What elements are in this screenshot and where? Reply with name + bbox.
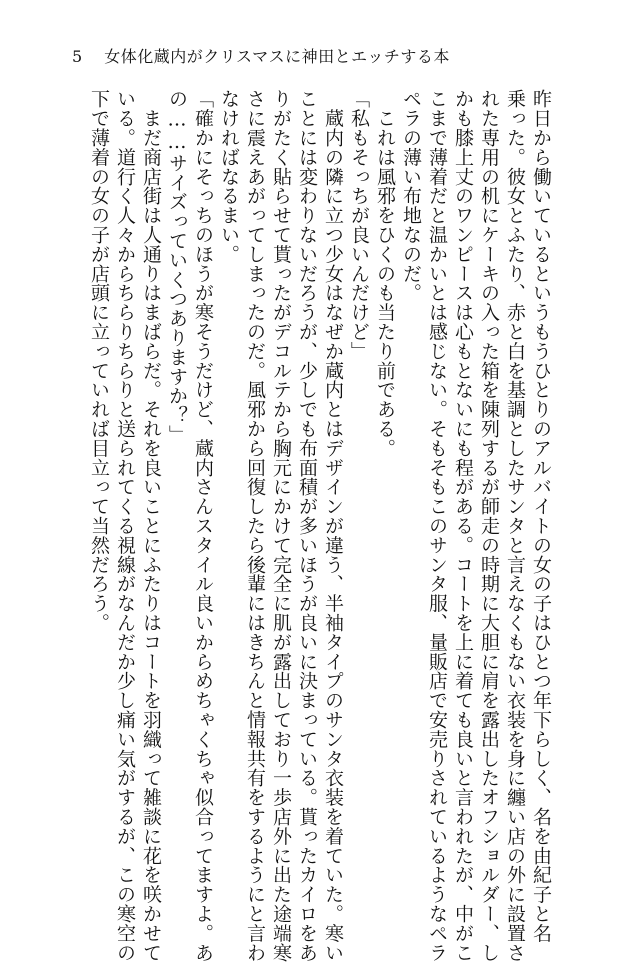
book-title: 女体化蔵内がクリスマスに神田とエッチする本 [104, 47, 450, 66]
text-column: 蔵内の隣に立つ少女はなぜか蔵内とはデザインが違う、半袖タイプのサンタ衣装を着ていた。寒い [322, 89, 344, 962]
text-column: ことには変わりないだろうが、少しでも布面積が多いほうが良いに決まっている。貰ったカイロをあ [296, 89, 318, 962]
text-column: さに震えあがってしまったのだ。風邪から回復したら後輩にはきちんと情報共有をするようにと言わ [244, 89, 266, 962]
text-column: 乗った。彼女とふたり、赤と白を基調としたサンタと言えなくもない衣装を身に纏い店の外に設置さ [504, 89, 526, 962]
text-column: ペラの薄い布地なのだ。 [400, 89, 422, 303]
vertical-text-body [48, 89, 553, 962]
page-number: 5 [72, 47, 83, 66]
text-column: 下で薄着の女の子が店頭に立っていれば目立って当然だろう。 [88, 89, 110, 633]
text-column: りがたく貼らせて貰ったがデコルテから胸元にかけて完全に肌が露出しており一歩店外に出た途端寒 [270, 89, 292, 962]
text-column: こまで薄着だと温かいとは感じない。そもそもこのサンタ服、量販店で安売りされているようなペラ [426, 89, 448, 962]
text-column: まだ商店街は人通りはまばらだ。それを良いことにふたりはコートを羽織って雑談に花を咲かせて [140, 89, 162, 962]
text-column: 「私もそっちが良いんだけど」 [348, 89, 370, 361]
text-column: なければなるまい。 [218, 89, 240, 264]
text-column: 「確かにそっちのほうが寒そうだけど、蔵内さんスタイル良いからめちゃくちゃ似合ってますよ。あ [192, 89, 214, 962]
text-column: の……サイズっていくつありますか？」 [166, 89, 188, 445]
text-column: これは風邪をひくのも当たり前である。 [374, 89, 396, 458]
text-column: いる。道行く人々からちらりちらりと送られてくる視線がなんだか少し痛い気がするが、この寒空の [114, 89, 136, 962]
text-column: 昨日から働いているというもうひとりのアルバイトの女の子はひとつ年下らしく、名を由紀子と名 [530, 89, 552, 943]
running-header [72, 44, 450, 67]
text-column: れた専用の机にケーキの入った箱を陳列するが師走の時期に大胆に肩を露出したオフショルダー、し [478, 89, 500, 962]
text-column: かも膝上丈のワンピースは心もとないにも程がある。コートを上に着ても良いと言われたが、中がこ [452, 89, 474, 962]
